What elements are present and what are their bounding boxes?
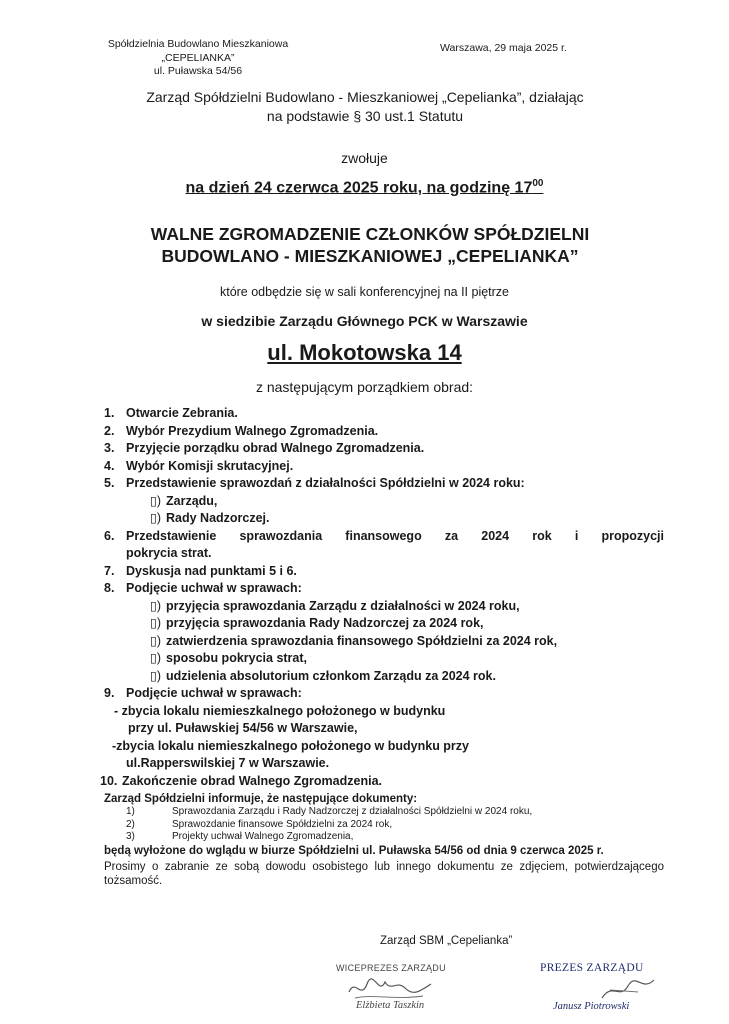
president-signature [598, 974, 658, 1004]
agenda-subitem [104, 598, 664, 616]
vice-president-stamp: WICEPREZES ZARZĄDU [336, 963, 446, 973]
document-date: Warszawa, 29 maja 2025 r. [440, 42, 567, 54]
agenda-item-6 [104, 528, 664, 563]
agenda-subitem-text: sposobu pokrycia strat, [166, 651, 308, 665]
meeting-title-line-2: BUDOWLANO - MIESZKANIOWEJ „CEPELIANKA” [161, 246, 579, 266]
venue-street: ul. Mokotowska 14 [267, 340, 462, 365]
agenda-item-text-cont: pokrycia strat. [126, 546, 212, 560]
president-stamp: PREZES ZARZĄDU [540, 962, 644, 974]
agenda-item-number: 1. [104, 406, 115, 420]
agenda-item-text: Otwarcie Zebrania. [126, 406, 238, 420]
intro-paragraph [60, 88, 670, 126]
agenda-subitem: przy ul. Puławskiej 54/56 w Warszawie, [128, 721, 358, 735]
agenda-subitem [104, 615, 664, 633]
bullet-glyph: ▯) [150, 633, 162, 648]
agenda-item-2 [104, 423, 664, 441]
meeting-title [60, 223, 680, 267]
agenda-item-text: Wybór Komisji skrutacyjnej. [126, 458, 294, 473]
intro-line-2: na podstawie § 30 ust.1 Statutu [266, 108, 464, 124]
agenda-item-text: Dyskusja nad punktami 5 i 6. [126, 563, 297, 578]
document-title: Sprawozdania Zarządu i Rady Nadzorczej z działalności Spółdzielni w 2024 roku, [172, 806, 533, 817]
vice-president-name: Elżbieta Taszkin [356, 1000, 425, 1011]
agenda-item-9 [104, 685, 664, 703]
agenda-item-number: 10. [100, 773, 118, 788]
document-list-item [126, 819, 664, 832]
agenda-item-5 [104, 475, 664, 493]
agenda-item-text: Zakończenie obrad Walnego Zgromadzenia. [122, 773, 382, 788]
venue-room: które odbędzie się w sali konferencyjnej na II piętrze [219, 285, 510, 299]
document-list-item [126, 806, 664, 819]
agenda-item-number: 5. [104, 476, 115, 490]
availability-text: będą wyłożone do wglądu w biurze Spółdzielni ul. Puławska 54/56 od dnia 9 czerwca 2025 r. [104, 844, 604, 857]
meeting-time-minutes: 00 [532, 178, 544, 189]
agenda-subitem: ul.Rapperswilskiej 7 w Warszawie. [126, 756, 330, 770]
agenda-subitem: -zbycia lokalu niemieszkalnego położonego w budynku przy [112, 738, 470, 753]
sender-block [78, 38, 318, 79]
agenda-list [100, 405, 664, 790]
agenda-subitem-text: udzielenia absolutorium członkom Zarządu za 2024 rok. [166, 668, 496, 683]
agenda-subitem-text: przyjęcia sprawozdania Rady Nadzorczej za 2024 rok, [166, 616, 484, 630]
agenda-subitem [104, 668, 664, 686]
sender-name: Spółdzielnia Budowlano Mieszkaniowa [107, 38, 289, 50]
bullet-glyph: ▯) [150, 668, 162, 683]
agenda-item-number: 6. [104, 528, 115, 543]
president-name: Janusz Piotrowski [553, 1001, 630, 1012]
agenda-item-1 [104, 405, 664, 423]
agenda-item-text: Podjęcie uchwał w sprawach: [126, 581, 302, 595]
agenda-subitem [104, 493, 664, 511]
agenda-item-number: 2. [104, 423, 115, 438]
document-title: Sprawozdanie finansowe Spółdzielni za 2024 rok, [172, 818, 393, 830]
meeting-date-text: na dzień 24 czerwca 2025 roku, na godzinę 17 [185, 179, 533, 197]
agenda-subitem [104, 633, 664, 651]
agenda-item-text-block [126, 528, 664, 563]
agenda-item-text: Przyjęcie porządku obrad Walnego Zgromadzenia. [126, 441, 425, 455]
agenda-subitem [104, 650, 664, 668]
agenda-subitem [104, 510, 664, 528]
convenes-text: zwołuje [341, 150, 388, 166]
bullet-glyph: ▯) [150, 511, 162, 525]
agenda-item-number: 4. [104, 458, 115, 473]
agenda-subitem-text: Zarządu, [166, 493, 218, 508]
sender-cooperative-name: „CEPELIANKA” [161, 51, 235, 64]
board-signature-heading: Zarząd SBM „Cepelianka” [380, 935, 513, 947]
id-request-text: Prosimy o zabranie ze sobą dowodu osobistego lub innego dokumentu ze zdjęciem, potwierdzającego tożsamość. [104, 860, 664, 887]
agenda-item-text: Wybór Prezydium Walnego Zgromadzenia. [126, 423, 379, 438]
venue-building: w siedzibie Zarządu Głównego PCK w Warszawie [201, 313, 528, 329]
agenda-item-10 [100, 773, 664, 791]
meeting-date-time [0, 178, 729, 197]
document-list-item [126, 831, 664, 844]
agenda-heading: z następującym porządkiem obrad: [255, 379, 474, 395]
agenda-item-3 [104, 440, 664, 458]
bullet-glyph: ▯) [150, 616, 162, 630]
agenda-item-4 [104, 458, 664, 476]
agenda-subitem-text: przyjęcia sprawozdania Zarządu z działalności w 2024 roku, [166, 598, 520, 613]
document-number: 2) [126, 818, 135, 830]
meeting-title-line-1: WALNE ZGROMADZENIE CZŁONKÓW SPÓŁDZIELNI [150, 224, 590, 244]
document-number: 3) [126, 831, 135, 842]
agenda-subitem-text: zatwierdzenia sprawozdania finansowego Spółdzielni za 2024 rok, [166, 633, 558, 648]
document-list [104, 806, 664, 844]
agenda-item-text: Przedstawienie sprawozdań z działalności Spółdzielni w 2024 roku: [126, 476, 525, 490]
bullet-glyph: ▯) [150, 598, 162, 613]
agenda-item-number: 7. [104, 563, 115, 578]
sender-address: ul. Puławska 54/56 [153, 65, 243, 77]
agenda-item-number: 3. [104, 441, 115, 455]
document-number: 1) [126, 806, 135, 817]
agenda-item-text: Podjęcie uchwał w sprawach: [126, 686, 302, 700]
agenda-item-number: 9. [104, 686, 115, 700]
bullet-glyph: ▯) [150, 651, 162, 665]
documents-notice [104, 792, 664, 888]
document-title: Projekty uchwał Walnego Zgromadzenia, [172, 831, 354, 842]
agenda-subitem: - zbycia lokalu niemieszkalnego położonego w budynku [114, 703, 446, 718]
bullet-glyph: ▯) [150, 493, 162, 508]
intro-line-1: Zarząd Spółdzielni Budowlano - Mieszkaniowej „Cepelianka”, działając [146, 89, 584, 105]
agenda-item-text: Przedstawienie sprawozdania finansowego za 2024 rok i propozycji [126, 528, 664, 543]
agenda-item-7 [104, 563, 664, 581]
agenda-item-number: 8. [104, 581, 115, 595]
notice-heading: Zarząd Spółdzielni informuje, że następujące dokumenty: [104, 793, 418, 805]
agenda-item-8 [104, 580, 664, 598]
agenda-subitem-text: Rady Nadzorczej. [166, 511, 270, 525]
